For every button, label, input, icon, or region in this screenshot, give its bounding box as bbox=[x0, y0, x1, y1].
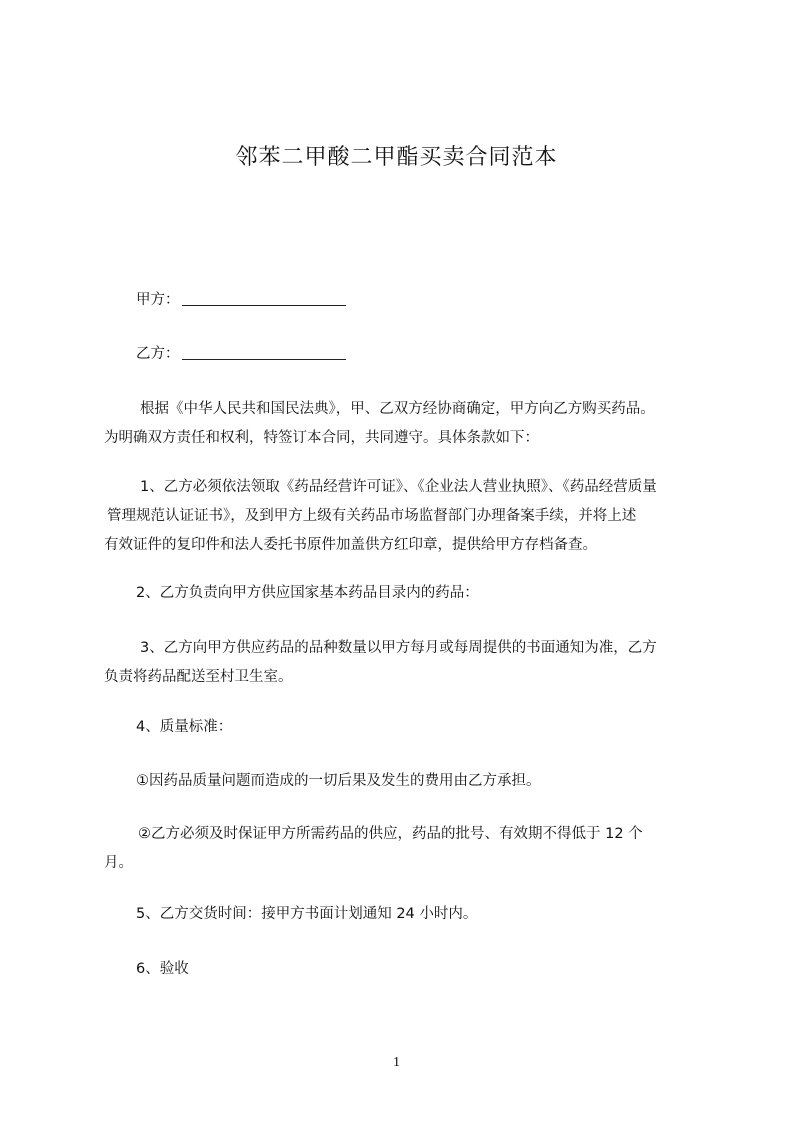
clause-1-line: 1、乙方必须依法领取《药品经营许可证》、《企业法人营业执照》、《药品经营质量 bbox=[140, 479, 657, 495]
clause-4-2-line: ②乙方必须及时保证甲方所需药品的供应，药品的批号、有效期不得低于 12 个 bbox=[138, 826, 643, 842]
clause-1-line: 有效证件的复印件和法人委托书原件加盖供方红印章，提供给甲方存档备查。 bbox=[104, 537, 597, 553]
intro-line: 根据《中华人民共和国民法典》，甲、乙双方经协商确定，甲方向乙方购买药品。 bbox=[140, 401, 655, 417]
clause-1 bbox=[104, 473, 714, 560]
clause-3-line: 负责将药品配送至村卫生室。 bbox=[104, 669, 293, 685]
clause-4-1: ①因药品质量问题而造成的一切后果及发生的费用由乙方承担。 bbox=[136, 773, 541, 789]
page-number: 1 bbox=[393, 1055, 400, 1070]
intro-paragraph bbox=[104, 395, 714, 453]
clause-3-line: 3、乙方向甲方供应药品的品种数量以甲方每月或每周提供的书面通知为准，乙方 bbox=[140, 640, 657, 656]
clause-3 bbox=[104, 634, 714, 692]
party-a-blank[interactable] bbox=[182, 290, 346, 306]
clause-5: 5、乙方交货时间：接甲方书面计划通知 24 小时内。 bbox=[136, 906, 478, 922]
intro-line: 为明确双方责任和权利，特签订本合同，共同遵守。具体条款如下： bbox=[104, 430, 539, 446]
party-a-label: 甲方： bbox=[136, 292, 180, 308]
clause-4-2-line: 月。 bbox=[104, 855, 133, 871]
clause-2: 2、乙方负责向甲方供应国家基本药品目录内的药品： bbox=[136, 585, 479, 601]
party-b-line bbox=[136, 340, 746, 369]
clause-1-line: 管理规范认证证书》，及到甲方上级有关药品市场监督部门办理备案手续，并将上述 bbox=[107, 508, 637, 524]
party-b-label: 乙方： bbox=[136, 346, 180, 362]
clause-4: 4、质量标准： bbox=[136, 719, 233, 735]
clause-6: 6、验收 bbox=[136, 961, 189, 977]
party-b-blank[interactable] bbox=[182, 344, 346, 360]
party-a-line bbox=[136, 286, 746, 315]
clause-4-2 bbox=[104, 820, 714, 878]
document-title: 邻苯二甲酸二甲酯买卖合同范本 bbox=[235, 145, 558, 170]
